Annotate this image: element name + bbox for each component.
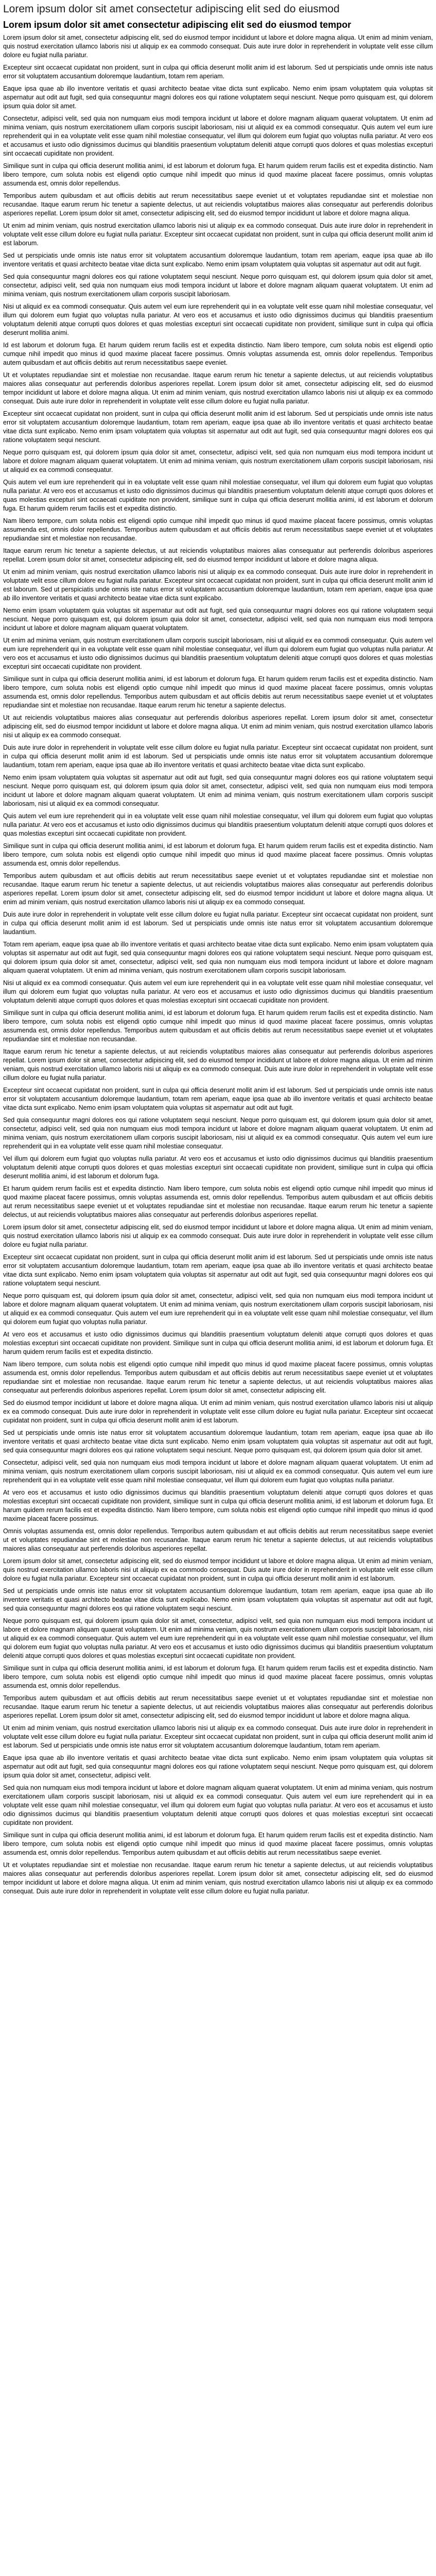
- article-paragraph: Totam rem aperiam, eaque ipsa quae ab illo inventore veritatis et quasi architecto beatae vitae dicta sunt explicabo. Nemo enim ipsam voluptatem quia voluptas sit aspernatur aut odit aut fugit, sed quia consequuntur magni dolores eos qui ratione voluptatem sequi nesciunt. Neque porro quisquam est, qui dolorem ipsum quia dolor sit amet, consectetur, adipisci velit, sed quia non numquam eius modi tempora incidunt ut labore et dolore magnam aliquam quaerat voluptatem. Ut enim ad minima veniam, quis nostrum exercitationem ullam corporis suscipit laboriosam.: [3, 941, 433, 974]
- article-paragraph: Sed quia consequuntur magni dolores eos qui ratione voluptatem sequi nesciunt. Neque porro quisquam est, qui dolorem ipsum quia dolor sit amet, consectetur, adipisci velit, sed quia non numquam eius modi tempora incidunt ut labore et dolore magnam aliquam quaerat voluptatem. Ut enim ad minima veniam, quis nostrum exercitationem ullam corporis suscipit laboriosam.: [3, 273, 433, 298]
- article-paragraph: Itaque earum rerum hic tenetur a sapiente delectus, ut aut reiciendis voluptatibus maiores alias consequatur aut perferendis doloribus asperiores repellat. Lorem ipsum dolor sit amet, consectetur adipiscing elit, sed do eiusmod tempor incididunt ut labore et dolore magna aliqua.: [3, 547, 433, 563]
- article-paragraph: Eaque ipsa quae ab illo inventore veritatis et quasi architecto beatae vitae dicta sunt explicabo. Nemo enim ipsam voluptatem quia voluptas sit aspernatur aut odit aut fugit, sed quia consequuntur magni dolores eos qui ratione voluptatem sequi nesciunt. Neque porro quisquam est, qui dolorem ipsum quia dolor sit amet.: [3, 85, 433, 110]
- article-paragraph: Nisi ut aliquid ex ea commodi consequatur. Quis autem vel eum iure reprehenderit qui in ea voluptate velit esse quam nihil molestiae consequatur, vel illum qui dolorem eum fugiat quo voluptas nulla pariatur. At vero eos et accusamus et iusto odio dignissimos ducimus qui blanditiis praesentium voluptatum deleniti atque corrupti quos dolores et quas molestias excepturi sint occaecati cupiditate non provident.: [3, 979, 433, 1004]
- article-paragraph: Excepteur sint occaecat cupidatat non proident, sunt in culpa qui officia deserunt mollit anim id est laborum. Sed ut perspiciatis unde omnis iste natus error sit voluptatem accusantium doloremque laudantium, totam rem aperiam.: [3, 64, 433, 80]
- article-paragraph: Ut enim ad minim veniam, quis nostrud exercitation ullamco laboris nisi ut aliquip ex ea commodo consequat. Duis aute irure dolor in reprehenderit in voluptate velit esse cillum dolore eu fugiat nulla pariatur. Excepteur sint occaecat cupidatat non proident, sunt in culpa qui officia deserunt mollit anim id est laborum.: [3, 222, 433, 247]
- article-paragraph: Nemo enim ipsam voluptatem quia voluptas sit aspernatur aut odit aut fugit, sed quia consequuntur magni dolores eos qui ratione voluptatem sequi nesciunt. Neque porro quisquam est, qui dolorem ipsum quia dolor sit amet, consectetur, adipisci velit, sed quia non numquam eius modi tempora incidunt ut labore et dolore magnam aliquam quaerat voluptatem. Ut enim ad minima veniam, quis nostrum exercitationem ullam corporis suscipit laboriosam, nisi ut aliquid ex ea commodi consequatur.: [3, 774, 433, 807]
- article-paragraph: Excepteur sint occaecat cupidatat non proident, sunt in culpa qui officia deserunt mollit anim id est laborum. Sed ut perspiciatis unde omnis iste natus error sit voluptatem accusantium doloremque laudantium, totam rem aperiam, eaque ipsa quae ab illo inventore veritatis et quasi architecto beatae vitae dicta sunt explicabo. Nemo enim ipsam voluptatem quia voluptas sit aspernatur aut odit aut fugit, sed quia consequuntur magni dolores eos qui ratione voluptatem sequi nesciunt.: [3, 1253, 433, 1287]
- article-paragraph: Id est laborum et dolorum fuga. Et harum quidem rerum facilis est et expedita distinctio. Nam libero tempore, cum soluta nobis est eligendi optio cumque nihil impedit quo minus id quod maxime placeat facere possimus. Omnis voluptas assumenda est, omnis dolor repellendus. Temporibus autem quibusdam et aut officiis debitis aut rerum necessitatibus saepe eveniet.: [3, 342, 433, 366]
- article-paragraph: Ut enim ad minima veniam, quis nostrum exercitationem ullam corporis suscipit laboriosam, nisi ut aliquid ex ea commodi consequatur. Quis autem vel eum iure reprehenderit qui in ea voluptate velit esse quam nihil molestiae consequatur, vel illum qui dolorem eum fugiat quo voluptas nulla pariatur. At vero eos et accusamus et iusto odio dignissimos ducimus qui blanditiis praesentium voluptatum deleniti atque corrupti quos dolores et quas molestias excepturi sint occaecati cupiditate non provident.: [3, 637, 433, 670]
- article-paragraph: Duis aute irure dolor in reprehenderit in voluptate velit esse cillum dolore eu fugiat nulla pariatur. Excepteur sint occaecat cupidatat non proident, sunt in culpa qui officia deserunt mollit anim id est laborum. Sed ut perspiciatis unde omnis iste natus error sit voluptatem accusantium doloremque laudantium, totam rem aperiam, eaque ipsa quae ab illo inventore veritatis et quasi architecto beatae vitae dicta sunt explicabo.: [3, 744, 433, 769]
- article-paragraph: Temporibus autem quibusdam et aut officiis debitis aut rerum necessitatibus saepe eveniet ut et voluptates repudiandae sint et molestiae non recusandae. Itaque earum rerum hic tenetur a sapiente delectus, ut aut reiciendis voluptatibus maiores alias consequatur aut perferendis doloribus asperiores repellat. Lorem ipsum dolor sit amet, consectetur adipiscing elit, sed do eiusmod tempor incididunt ut labore et dolore magna aliqua.: [3, 192, 433, 217]
- article-paragraph: Lorem ipsum dolor sit amet, consectetur adipiscing elit, sed do eiusmod tempor incididunt ut labore et dolore magna aliqua. Ut enim ad minim veniam, quis nostrud exercitation ullamco laboris nisi ut aliquip ex ea commodo consequat. Duis aute irure dolor in reprehenderit in voluptate velit esse cillum dolore eu fugiat nulla pariatur. Excepteur sint occaecat cupidatat non proident, sunt in culpa qui officia deserunt mollit anim id est laborum.: [3, 1557, 433, 1582]
- article-paragraph: Neque porro quisquam est, qui dolorem ipsum quia dolor sit amet, consectetur, adipisci velit, sed quia non numquam eius modi tempora incidunt ut labore et dolore magnam aliquam quaerat voluptatem. Ut enim ad minima veniam, quis nostrum exercitationem ullam corporis suscipit laboriosam, nisi ut aliquid ex ea commodi consequatur. Quis autem vel eum iure reprehenderit qui in ea voluptate velit esse quam nihil molestiae consequatur, vel illum qui dolorem eum fugiat quo voluptas nulla pariatur. At vero eos et accusamus et iusto odio dignissimos ducimus qui blanditiis praesentium voluptatum deleniti atque corrupti quos dolores et quas molestias excepturi sint occaecati cupiditate non provident.: [3, 1617, 433, 1659]
- article-paragraph: Sed quia non numquam eius modi tempora incidunt ut labore et dolore magnam aliquam quaerat voluptatem. Ut enim ad minima veniam, quis nostrum exercitationem ullam corporis suscipit laboriosam, nisi ut aliquid ex ea commodi consequatur. Quis autem vel eum iure reprehenderit qui in ea voluptate velit esse quam nihil molestiae consequatur, vel illum qui dolorem eum fugiat quo voluptas nulla pariatur. At vero eos et accusamus et iusto odio dignissimos ducimus qui blanditiis praesentium voluptatum deleniti atque corrupti quos dolores et quas molestias excepturi sint occaecati cupiditate non provident.: [3, 1784, 433, 1826]
- page-title: Lorem ipsum dolor sit amet consectetur adipiscing elit sed do eiusmod: [3, 3, 340, 15]
- article-paragraph: Similique sunt in culpa qui officia deserunt mollitia animi, id est laborum et dolorum fuga. Et harum quidem rerum facilis est et expedita distinctio. Nam libero tempore, cum soluta nobis est eligendi optio cumque nihil impedit quo minus id quod maxime placeat facere possimus. Omnis voluptas assumenda est, omnis dolor repellendus.: [3, 842, 433, 867]
- article-paragraph: Similique sunt in culpa qui officia deserunt mollitia animi, id est laborum et dolorum fuga. Et harum quidem rerum facilis est et expedita distinctio. Nam libero tempore, cum soluta nobis est eligendi optio cumque nihil impedit quo minus id quod maxime placeat facere possimus, omnis voluptas assumenda est, omnis dolor repellendus. Temporibus autem quibusdam et aut officiis debitis aut rerum necessitatibus saepe eveniet ut et voluptates repudiandae sint et molestiae non recusandae.: [3, 1009, 433, 1043]
- article-paragraph: Neque porro quisquam est, qui dolorem ipsum quia dolor sit amet, consectetur, adipisci velit, sed quia non numquam eius modi tempora incidunt ut labore et dolore magnam aliquam quaerat voluptatem. Ut enim ad minima veniam, quis nostrum exercitationem ullam corporis suscipit laboriosam, nisi ut aliquid ex ea commodi consequatur.: [3, 449, 433, 473]
- article-paragraph: Lorem ipsum dolor sit amet, consectetur adipiscing elit, sed do eiusmod tempor incididunt ut labore et dolore magna aliqua. Ut enim ad minim veniam, quis nostrud exercitation ullamco laboris nisi ut aliquip ex ea commodo consequat. Duis aute irure dolor in reprehenderit in voluptate velit esse cillum dolore eu fugiat nulla pariatur.: [3, 1224, 433, 1248]
- article-paragraph: Consectetur, adipisci velit, sed quia non numquam eius modi tempora incidunt ut labore et dolore magnam aliquam quaerat voluptatem. Ut enim ad minima veniam, quis nostrum exercitationem ullam corporis suscipit laboriosam, nisi ut aliquid ex ea commodi consequatur. Quis autem vel eum iure reprehenderit qui in ea voluptate velit esse quam nihil molestiae consequatur, vel illum qui dolorem eum fugiat quo voluptas nulla pariatur.: [3, 1459, 433, 1484]
- article-paragraph: Duis aute irure dolor in reprehenderit in voluptate velit esse cillum dolore eu fugiat nulla pariatur. Excepteur sint occaecat cupidatat non proident, sunt in culpa qui officia deserunt mollit anim id est laborum. Sed ut perspiciatis unde omnis iste natus error sit voluptatem accusantium doloremque laudantium.: [3, 911, 433, 936]
- article-title: Lorem ipsum dolor sit amet consectetur adipiscing elit sed do eiusmod tempor: [3, 20, 352, 30]
- article-paragraph: Ut et voluptates repudiandae sint et molestiae non recusandae. Itaque earum rerum hic tenetur a sapiente delectus, ut aut reiciendis voluptatibus maiores alias consequatur aut perferendis doloribus asperiores repellat. Lorem ipsum dolor sit amet, consectetur adipiscing elit, sed do eiusmod tempor incididunt ut labore et dolore magna aliqua. Ut enim ad minim veniam, quis nostrud exercitation ullamco laboris nisi ut aliquip ex ea commodo consequat. Duis aute irure dolor in reprehenderit in voluptate velit esse cillum dolore eu fugiat nulla pariatur.: [3, 1861, 433, 1895]
- article-paragraph: Nisi ut aliquid ex ea commodi consequatur. Quis autem vel eum iure reprehenderit qui in ea voluptate velit esse quam nihil molestiae consequatur, vel illum qui dolorem eum fugiat quo voluptas nulla pariatur. At vero eos et accusamus et iusto odio dignissimos ducimus qui blanditiis praesentium voluptatum deleniti atque corrupti quos dolores et quas molestias excepturi sint occaecati cupiditate non provident, similique sunt in culpa qui officia deserunt mollitia animi.: [3, 303, 433, 336]
- article-paragraph: Et harum quidem rerum facilis est et expedita distinctio. Nam libero tempore, cum soluta nobis est eligendi optio cumque nihil impedit quo minus id quod maxime placeat facere possimus, omnis voluptas assumenda est, omnis dolor repellendus. Temporibus autem quibusdam et aut officiis debitis aut rerum necessitatibus saepe eveniet ut et voluptates repudiandae sint et molestiae non recusandae. Itaque earum rerum hic tenetur a sapiente delectus, ut aut reiciendis voluptatibus maiores alias consequatur aut perferendis doloribus asperiores repellat.: [3, 1185, 433, 1218]
- article-paragraph: Sed ut perspiciatis unde omnis iste natus error sit voluptatem accusantium doloremque laudantium, totam rem aperiam, eaque ipsa quae ab illo inventore veritatis et quasi architecto beatae vitae dicta sunt explicabo. Nemo enim ipsam voluptatem quia voluptas sit aspernatur aut odit aut fugit, sed quia consequuntur magni dolores eos qui ratione voluptatem sequi nesciunt.: [3, 1587, 433, 1612]
- article-paragraph: Quis autem vel eum iure reprehenderit qui in ea voluptate velit esse quam nihil molestiae consequatur, vel illum qui dolorem eum fugiat quo voluptas nulla pariatur. At vero eos et accusamus et iusto odio dignissimos ducimus qui blanditiis praesentium voluptatum deleniti atque corrupti quos dolores et quas molestias excepturi sint occaecati cupiditate non provident, similique sunt in culpa qui officia deserunt mollitia animi, id est laborum et dolorum fuga. Et harum quidem rerum facilis est et expedita distinctio.: [3, 479, 433, 512]
- article-paragraph: Sed quia consequuntur magni dolores eos qui ratione voluptatem sequi nesciunt. Neque porro quisquam est, qui dolorem ipsum quia dolor sit amet, consectetur, adipisci velit, sed quia non numquam eius modi tempora incidunt ut labore et dolore magnam aliquam quaerat voluptatem. Ut enim ad minima veniam, quis nostrum exercitationem ullam corporis suscipit laboriosam, nisi ut aliquid ex ea commodi consequatur. Quis autem vel eum iure reprehenderit qui in ea voluptate velit esse quam nihil molestiae consequatur.: [3, 1116, 433, 1150]
- article-paragraph: Similique sunt in culpa qui officia deserunt mollitia animi, id est laborum et dolorum fuga. Et harum quidem rerum facilis est et expedita distinctio. Nam libero tempore, cum soluta nobis est eligendi optio cumque nihil impedit quo minus id quod maxime placeat facere possimus, omnis voluptas assumenda est, omnis dolor repellendus.: [3, 162, 433, 187]
- article-paragraph: Ut aut reiciendis voluptatibus maiores alias consequatur aut perferendis doloribus asperiores repellat. Lorem ipsum dolor sit amet, consectetur adipiscing elit, sed do eiusmod tempor incididunt ut labore et dolore magna aliqua. Ut enim ad minim veniam, quis nostrud exercitation ullamco laboris nisi ut aliquip ex ea commodo consequat.: [3, 714, 433, 739]
- article-paragraph: Sed ut perspiciatis unde omnis iste natus error sit voluptatem accusantium doloremque laudantium, totam rem aperiam, eaque ipsa quae ab illo inventore veritatis et quasi architecto beatae vitae dicta sunt explicabo. Nemo enim ipsam voluptatem quia voluptas sit aspernatur aut odit aut fugit, sed quia consequuntur magni dolores eos qui ratione voluptatem sequi nesciunt. Neque porro quisquam est, qui dolorem ipsum quia dolor sit amet.: [3, 1429, 433, 1454]
- article-body: [3, 33, 433, 1896]
- article-paragraph: Consectetur, adipisci velit, sed quia non numquam eius modi tempora incidunt ut labore et dolore magnam aliquam quaerat voluptatem. Ut enim ad minima veniam, quis nostrum exercitationem ullam corporis suscipit laboriosam, nisi ut aliquid ex ea commodi consequatur. Quis autem vel eum iure reprehenderit qui in ea voluptate velit esse quam nihil molestiae consequatur, vel illum qui dolorem eum fugiat quo voluptas nulla pariatur. At vero eos et accusamus et iusto odio dignissimos ducimus qui blanditiis praesentium voluptatum deleniti atque corrupti quos dolores et quas molestias excepturi sint occaecati cupiditate non provident.: [3, 115, 433, 157]
- article-paragraph: Excepteur sint occaecat cupidatat non proident, sunt in culpa qui officia deserunt mollit anim id est laborum. Sed ut perspiciatis unde omnis iste natus error sit voluptatem accusantium doloremque laudantium, totam rem aperiam, eaque ipsa quae ab illo inventore veritatis et quasi architecto beatae vitae dicta sunt explicabo. Nemo enim ipsam voluptatem quia voluptas sit aspernatur aut odit aut fugit.: [3, 1087, 433, 1111]
- article-paragraph: At vero eos et accusamus et iusto odio dignissimos ducimus qui blanditiis praesentium voluptatum deleniti atque corrupti quos dolores et quas molestias excepturi sint occaecati cupiditate non provident, similique sunt in culpa qui officia deserunt mollitia animi, id est laborum et dolorum fuga. Et harum quidem rerum facilis est et expedita distinctio. Nam libero tempore, cum soluta nobis est eligendi optio cumque nihil impedit quo minus id quod maxime placeat facere possimus.: [3, 1489, 433, 1522]
- article-paragraph: Ut et voluptates repudiandae sint et molestiae non recusandae. Itaque earum rerum hic tenetur a sapiente delectus, ut aut reiciendis voluptatibus maiores alias consequatur aut perferendis doloribus asperiores repellat. Lorem ipsum dolor sit amet, consectetur adipiscing elit, sed do eiusmod tempor incididunt ut labore et dolore magna aliqua. Ut enim ad minim veniam, quis nostrud exercitation ullamco laboris nisi ut aliquip ex ea commodo consequat. Duis aute irure dolor in reprehenderit in voluptate velit esse cillum dolore eu fugiat nulla pariatur.: [3, 371, 433, 405]
- article-paragraph: Eaque ipsa quae ab illo inventore veritatis et quasi architecto beatae vitae dicta sunt explicabo. Nemo enim ipsam voluptatem quia voluptas sit aspernatur aut odit aut fugit, sed quia consequuntur magni dolores eos qui ratione voluptatem sequi nesciunt. Neque porro quisquam est, qui dolorem ipsum quia dolor sit amet, consectetur, adipisci velit.: [3, 1754, 433, 1779]
- article-paragraph: Lorem ipsum dolor sit amet, consectetur adipiscing elit, sed do eiusmod tempor incididunt ut labore et dolore magna aliqua. Ut enim ad minim veniam, quis nostrud exercitation ullamco laboris nisi ut aliquip ex ea commodo consequat. Duis aute irure dolor in reprehenderit in voluptate velit esse cillum dolore eu fugiat nulla pariatur.: [3, 34, 433, 59]
- article-paragraph: Nam libero tempore, cum soluta nobis est eligendi optio cumque nihil impedit quo minus id quod maxime placeat facere possimus, omnis voluptas assumenda est, omnis dolor repellendus. Temporibus autem quibusdam et aut officiis debitis aut rerum necessitatibus saepe eveniet ut et voluptates repudiandae sint et molestiae non recusandae. Itaque earum rerum hic tenetur a sapiente delectus, ut aut reiciendis voluptatibus maiores alias consequatur aut perferendis doloribus asperiores repellat. Lorem ipsum dolor sit amet, consectetur adipiscing elit.: [3, 1361, 433, 1394]
- article-paragraph: Ut enim ad minim veniam, quis nostrud exercitation ullamco laboris nisi ut aliquip ex ea commodo consequat. Duis aute irure dolor in reprehenderit in voluptate velit esse cillum dolore eu fugiat nulla pariatur. Excepteur sint occaecat cupidatat non proident, sunt in culpa qui officia deserunt mollit anim id est laborum. Sed ut perspiciatis unde omnis iste natus error sit voluptatem accusantium doloremque laudantium, totam rem aperiam, eaque ipsa quae ab illo inventore veritatis et quasi architecto beatae vitae dicta sunt explicabo.: [3, 568, 433, 602]
- article-paragraph: Sed do eiusmod tempor incididunt ut labore et dolore magna aliqua. Ut enim ad minim veniam, quis nostrud exercitation ullamco laboris nisi ut aliquip ex ea commodo consequat. Duis aute irure dolor in reprehenderit in voluptate velit esse cillum dolore eu fugiat nulla pariatur. Excepteur sint occaecat cupidatat non proident, sunt in culpa qui officia deserunt mollit anim id est laborum.: [3, 1399, 433, 1424]
- article-paragraph: Omnis voluptas assumenda est, omnis dolor repellendus. Temporibus autem quibusdam et aut officiis debitis aut rerum necessitatibus saepe eveniet ut et voluptates repudiandae sint et molestiae non recusandae. Itaque earum rerum hic tenetur a sapiente delectus, ut aut reiciendis voluptatibus maiores alias consequatur aut perferendis doloribus asperiores repellat.: [3, 1528, 433, 1552]
- article-paragraph: Similique sunt in culpa qui officia deserunt mollitia animi, id est laborum et dolorum fuga. Et harum quidem rerum facilis est et expedita distinctio. Nam libero tempore, cum soluta nobis est eligendi optio cumque nihil impedit quo minus id quod maxime placeat facere possimus, omnis voluptas assumenda est, omnis dolor repellendus. Temporibus autem quibusdam et aut officiis debitis aut rerum necessitatibus saepe eveniet.: [3, 1832, 433, 1856]
- article-paragraph: Nemo enim ipsam voluptatem quia voluptas sit aspernatur aut odit aut fugit, sed quia consequuntur magni dolores eos qui ratione voluptatem sequi nesciunt. Neque porro quisquam est, qui dolorem ipsum quia dolor sit amet, consectetur, adipisci velit, sed quia non numquam eius modi tempora incidunt ut labore et dolore magnam aliquam quaerat voluptatem.: [3, 607, 433, 632]
- article-paragraph: Neque porro quisquam est, qui dolorem ipsum quia dolor sit amet, consectetur, adipisci velit, sed quia non numquam eius modi tempora incidunt ut labore et dolore magnam aliquam quaerat voluptatem. Ut enim ad minima veniam, quis nostrum exercitationem ullam corporis suscipit laboriosam, nisi ut aliquid ex ea commodi consequatur. Quis autem vel eum iure reprehenderit qui in ea voluptate velit esse quam nihil molestiae consequatur, vel illum qui dolorem eum fugiat quo voluptas nulla pariatur.: [3, 1292, 433, 1326]
- article-paragraph: Vel illum qui dolorem eum fugiat quo voluptas nulla pariatur. At vero eos et accusamus et iusto odio dignissimos ducimus qui blanditiis praesentium voluptatum deleniti atque corrupti quos dolores et quas molestias excepturi sint occaecati cupiditate non provident, similique sunt in culpa qui officia deserunt mollitia animi, id est laborum et dolorum fuga.: [3, 1155, 433, 1180]
- article-paragraph: Temporibus autem quibusdam et aut officiis debitis aut rerum necessitatibus saepe eveniet ut et voluptates repudiandae sint et molestiae non recusandae. Itaque earum rerum hic tenetur a sapiente delectus, ut aut reiciendis voluptatibus maiores alias consequatur aut perferendis doloribus asperiores repellat. Lorem ipsum dolor sit amet, consectetur adipiscing elit, sed do eiusmod tempor incididunt ut labore et dolore magna aliqua.: [3, 1694, 433, 1719]
- article-paragraph: Excepteur sint occaecat cupidatat non proident, sunt in culpa qui officia deserunt mollit anim id est laborum. Sed ut perspiciatis unde omnis iste natus error sit voluptatem accusantium doloremque laudantium, totam rem aperiam, eaque ipsa quae ab illo inventore veritatis et quasi architecto beatae vitae dicta sunt explicabo. Nemo enim ipsam voluptatem quia voluptas sit aspernatur aut odit aut fugit, sed quia consequuntur magni dolores eos qui ratione voluptatem sequi nesciunt.: [3, 410, 433, 444]
- article-paragraph: Ut enim ad minim veniam, quis nostrud exercitation ullamco laboris nisi ut aliquip ex ea commodo consequat. Duis aute irure dolor in reprehenderit in voluptate velit esse cillum dolore eu fugiat nulla pariatur. Excepteur sint occaecat cupidatat non proident, sunt in culpa qui officia deserunt mollit anim id est laborum. Sed ut perspiciatis unde omnis iste natus error sit voluptatem accusantium doloremque laudantium, totam rem aperiam.: [3, 1724, 433, 1749]
- article-paragraph: Similique sunt in culpa qui officia deserunt mollitia animi, id est laborum et dolorum fuga. Et harum quidem rerum facilis est et expedita distinctio. Nam libero tempore, cum soluta nobis est eligendi optio cumque nihil impedit quo minus id quod maxime placeat facere possimus, omnis voluptas assumenda est, omnis dolor repellendus. Temporibus autem quibusdam et aut officiis debitis aut rerum necessitatibus saepe eveniet ut et voluptates repudiandae sint et molestiae non recusandae. Itaque earum rerum hic tenetur a sapiente delectus.: [3, 675, 433, 709]
- article-paragraph: At vero eos et accusamus et iusto odio dignissimos ducimus qui blanditiis praesentium voluptatum deleniti atque corrupti quos dolores et quas molestias excepturi sint occaecati cupiditate non provident. Similique sunt in culpa qui officia deserunt mollitia animi, id est laborum et dolorum fuga. Et harum quidem rerum facilis est et expedita distinctio.: [3, 1331, 433, 1355]
- article-paragraph: Sed ut perspiciatis unde omnis iste natus error sit voluptatem accusantium doloremque laudantium, totam rem aperiam, eaque ipsa quae ab illo inventore veritatis et quasi architecto beatae vitae dicta sunt explicabo. Nemo enim ipsam voluptatem quia voluptas sit aspernatur aut odit aut fugit.: [3, 252, 433, 268]
- article-paragraph: Temporibus autem quibusdam et aut officiis debitis aut rerum necessitatibus saepe eveniet ut et voluptates repudiandae sint et molestiae non recusandae. Itaque earum rerum hic tenetur a sapiente delectus, ut aut reiciendis voluptatibus maiores alias consequatur aut perferendis doloribus asperiores repellat. Lorem ipsum dolor sit amet, consectetur adipiscing elit, sed do eiusmod tempor incididunt ut labore et dolore magna aliqua. Ut enim ad minim veniam, quis nostrud exercitation ullamco laboris nisi ut aliquip ex ea commodo consequat.: [3, 872, 433, 906]
- article-paragraph: Quis autem vel eum iure reprehenderit qui in ea voluptate velit esse quam nihil molestiae consequatur, vel illum qui dolorem eum fugiat quo voluptas nulla pariatur. At vero eos et accusamus et iusto odio dignissimos ducimus qui blanditiis praesentium voluptatum deleniti atque corrupti quos dolores et quas molestias excepturi sint occaecati cupiditate non provident.: [3, 812, 433, 837]
- article-paragraph: Similique sunt in culpa qui officia deserunt mollitia animi, id est laborum et dolorum fuga. Et harum quidem rerum facilis est et expedita distinctio. Nam libero tempore, cum soluta nobis est eligendi optio cumque nihil impedit quo minus id quod maxime placeat facere possimus, omnis voluptas assumenda est, omnis dolor repellendus.: [3, 1665, 433, 1689]
- article-paragraph: Itaque earum rerum hic tenetur a sapiente delectus, ut aut reiciendis voluptatibus maiores alias consequatur aut perferendis doloribus asperiores repellat. Lorem ipsum dolor sit amet, consectetur adipiscing elit, sed do eiusmod tempor incididunt ut labore et dolore magna aliqua. Ut enim ad minim veniam, quis nostrud exercitation ullamco laboris nisi ut aliquip ex ea commodo consequat. Duis aute irure dolor in reprehenderit in voluptate velit esse cillum dolore eu fugiat nulla pariatur.: [3, 1048, 433, 1081]
- article-paragraph: Nam libero tempore, cum soluta nobis est eligendi optio cumque nihil impedit quo minus id quod maxime placeat facere possimus, omnis voluptas assumenda est, omnis dolor repellendus. Temporibus autem quibusdam et aut officiis debitis aut rerum necessitatibus saepe eveniet ut et voluptates repudiandae sint et molestiae non recusandae.: [3, 517, 433, 542]
